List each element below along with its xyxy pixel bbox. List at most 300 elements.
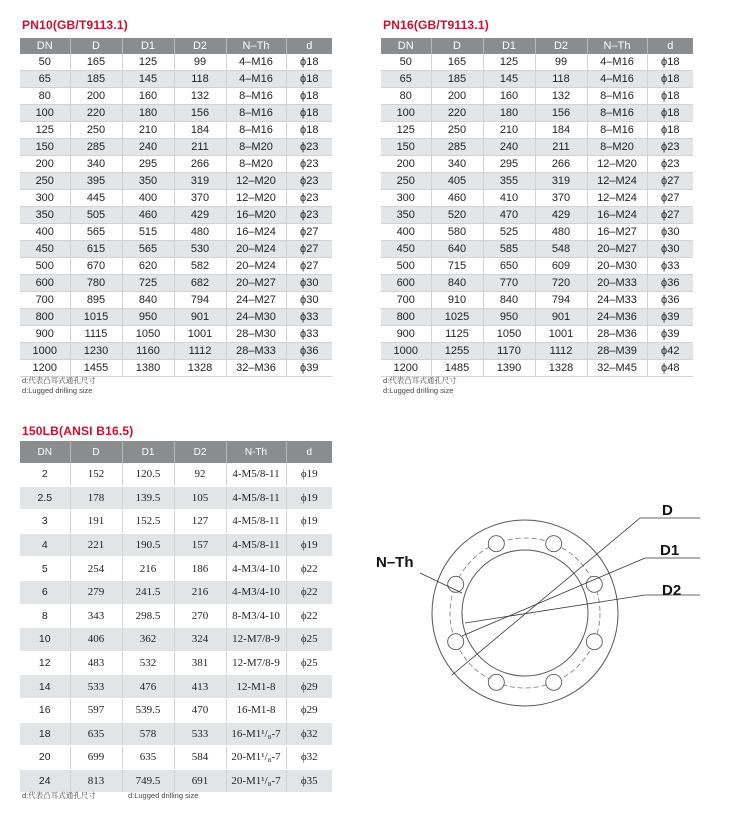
table-cell: 127: [174, 510, 226, 534]
table-cell: 4-M5/8-11: [226, 510, 286, 534]
lb150-header-cell: DN: [20, 441, 70, 463]
table-row: [20, 258, 332, 275]
table-cell: 910: [431, 292, 483, 309]
table-cell: ϕ30: [286, 275, 332, 292]
table-row: [381, 54, 693, 71]
table-cell: 152: [70, 463, 122, 486]
table-cell: 8–M16: [226, 88, 286, 105]
table-row: [20, 510, 332, 534]
table-cell: ϕ29: [286, 675, 332, 699]
table-row: [20, 71, 332, 88]
table-cell: 118: [174, 71, 226, 88]
lb150-table: [20, 441, 332, 793]
table-row: [381, 207, 693, 224]
table-cell: 539.5: [122, 698, 174, 722]
table-row: [20, 156, 332, 173]
table-cell: 699: [70, 746, 122, 770]
flange-inner-circle: [462, 550, 588, 676]
table-cell: 343: [70, 604, 122, 628]
lb150-header-cell: d: [286, 441, 332, 463]
table-cell: 150: [20, 139, 70, 156]
table-row: [20, 580, 332, 604]
table-cell: 1328: [174, 360, 226, 377]
table-cell: 28–M36: [587, 326, 647, 343]
lb150-header-cell: D2: [174, 441, 226, 463]
table-cell: 500: [381, 258, 431, 275]
table-cell: ϕ23: [647, 156, 693, 173]
table-cell: 400: [381, 224, 431, 241]
table-cell: 597: [70, 698, 122, 722]
table-cell: 813: [70, 769, 122, 793]
table-cell: 16-M1-8: [226, 698, 286, 722]
table-cell: 16–M24: [587, 207, 647, 224]
table-cell: 295: [122, 156, 174, 173]
table-cell: ϕ30: [286, 292, 332, 309]
table-cell: 1230: [70, 343, 122, 360]
table-cell: ϕ27: [286, 224, 332, 241]
table-cell: 12-M7/8-9: [226, 651, 286, 675]
table-cell: 1001: [174, 326, 226, 343]
table-cell: ϕ23: [286, 190, 332, 207]
flange-outer-circle: [432, 520, 618, 706]
table-cell: 1380: [122, 360, 174, 377]
table-cell: 266: [174, 156, 226, 173]
table-cell: 794: [535, 292, 587, 309]
table-cell: 470: [174, 698, 226, 722]
table-cell: 1025: [431, 309, 483, 326]
table-cell: ϕ27: [647, 173, 693, 190]
table-cell: 12-M7/8-9: [226, 628, 286, 652]
table-cell: 950: [483, 309, 535, 326]
table-cell: 406: [70, 628, 122, 652]
table-cell: ϕ18: [286, 105, 332, 122]
table-cell: 480: [535, 224, 587, 241]
table-cell: 470: [483, 207, 535, 224]
lb150-note: [22, 791, 322, 801]
table-cell: 132: [535, 88, 587, 105]
lb150-note-en: d:Lugged drilling size: [127, 791, 199, 800]
table-cell: 20–M27: [226, 275, 286, 292]
table-cell: 92: [174, 463, 226, 486]
table-cell: ϕ32: [286, 722, 332, 746]
table-cell: 191: [70, 510, 122, 534]
table-cell: 600: [381, 275, 431, 292]
table-cell: 211: [535, 139, 587, 156]
pn10-title: PN10(GB/T9113.1): [22, 18, 128, 32]
table-cell: 185: [431, 71, 483, 88]
table-cell: 16-M1¹/₈-7: [226, 722, 286, 746]
table-cell: 20–M33: [587, 275, 647, 292]
table-cell: 350: [20, 207, 70, 224]
pn16-header-cell: D2: [535, 38, 587, 54]
table-cell: ϕ39: [286, 360, 332, 377]
table-cell: ϕ39: [647, 309, 693, 326]
table-cell: 635: [122, 746, 174, 770]
table-cell: ϕ33: [286, 309, 332, 326]
table-cell: 156: [174, 105, 226, 122]
table-cell: 800: [381, 309, 431, 326]
table-cell: ϕ29: [286, 698, 332, 722]
table-cell: 200: [20, 156, 70, 173]
table-cell: 125: [381, 122, 431, 139]
table-cell: 840: [431, 275, 483, 292]
table-cell: 210: [483, 122, 535, 139]
table-cell: 520: [431, 207, 483, 224]
table-row: [20, 241, 332, 258]
table-cell: 565: [70, 224, 122, 241]
table-cell: 476: [122, 675, 174, 699]
table-cell: 180: [483, 105, 535, 122]
table-cell: 178: [70, 486, 122, 510]
table-cell: 65: [20, 71, 70, 88]
table-cell: 450: [381, 241, 431, 258]
table-cell: 1015: [70, 309, 122, 326]
table-cell: 220: [70, 105, 122, 122]
table-cell: 160: [122, 88, 174, 105]
table-cell: ϕ23: [286, 207, 332, 224]
table-cell: 2: [20, 463, 70, 486]
pn10-header-row: [20, 38, 332, 54]
table-cell: 152.5: [122, 510, 174, 534]
table-cell: 1455: [70, 360, 122, 377]
pn10-header-cell: D: [70, 38, 122, 54]
table-cell: 8–M20: [226, 139, 286, 156]
table-cell: 100: [20, 105, 70, 122]
table-cell: 8–M16: [587, 105, 647, 122]
table-cell: 12–M20: [226, 173, 286, 190]
table-cell: 50: [20, 54, 70, 71]
table-cell: ϕ27: [647, 207, 693, 224]
label-d: D: [662, 502, 673, 519]
table-cell: 190.5: [122, 533, 174, 557]
table-cell: 240: [122, 139, 174, 156]
table-cell: 240: [483, 139, 535, 156]
table-cell: 8–M16: [587, 122, 647, 139]
table-row: [20, 122, 332, 139]
table-cell: 445: [70, 190, 122, 207]
table-cell: 250: [431, 122, 483, 139]
table-cell: 505: [70, 207, 122, 224]
pn16-table: [381, 38, 693, 377]
table-cell: 405: [431, 173, 483, 190]
table-cell: 1328: [535, 360, 587, 377]
table-cell: 12-M1-8: [226, 675, 286, 699]
table-row: [20, 275, 332, 292]
table-cell: 4-M5/8-11: [226, 463, 286, 486]
table-cell: ϕ19: [286, 533, 332, 557]
table-cell: 132: [174, 88, 226, 105]
table-cell: 24–M33: [587, 292, 647, 309]
table-cell: 410: [483, 190, 535, 207]
table-cell: 186: [174, 557, 226, 581]
table-cell: 12: [20, 651, 70, 675]
table-cell: 105: [174, 486, 226, 510]
table-cell: 285: [70, 139, 122, 156]
table-cell: 24: [20, 769, 70, 793]
table-cell: 895: [70, 292, 122, 309]
table-cell: 725: [122, 275, 174, 292]
table-cell: 400: [122, 190, 174, 207]
table-row: [20, 292, 332, 309]
table-cell: 600: [20, 275, 70, 292]
table-row: [20, 343, 332, 360]
table-cell: 340: [70, 156, 122, 173]
table-row: [20, 173, 332, 190]
table-cell: ϕ18: [647, 105, 693, 122]
table-cell: 1115: [70, 326, 122, 343]
table-cell: ϕ23: [647, 139, 693, 156]
table-cell: 4-M5/8-11: [226, 486, 286, 510]
table-row: [20, 105, 332, 122]
pn10-header-cell: D1: [122, 38, 174, 54]
table-cell: 100: [381, 105, 431, 122]
table-row: [20, 698, 332, 722]
flange-diagram: [370, 495, 730, 725]
table-row: [20, 360, 332, 377]
table-cell: 4-M3/4-10: [226, 557, 286, 581]
table-row: [20, 309, 332, 326]
table-cell: ϕ19: [286, 510, 332, 534]
table-row: [20, 675, 332, 699]
table-cell: 532: [122, 651, 174, 675]
table-cell: 370: [535, 190, 587, 207]
table-cell: 548: [535, 241, 587, 258]
table-row: [381, 122, 693, 139]
table-cell: 500: [20, 258, 70, 275]
table-row: [20, 463, 332, 486]
pn10-header-cell: D2: [174, 38, 226, 54]
table-cell: 216: [122, 557, 174, 581]
table-cell: 2.5: [20, 486, 70, 510]
table-row: [381, 88, 693, 105]
table-row: [20, 139, 332, 156]
table-cell: 900: [381, 326, 431, 343]
table-cell: ϕ22: [286, 604, 332, 628]
table-cell: 1000: [20, 343, 70, 360]
table-cell: 20–M24: [226, 241, 286, 258]
table-cell: 279: [70, 580, 122, 604]
table-cell: ϕ23: [286, 156, 332, 173]
table-cell: 4-M3/4-10: [226, 580, 286, 604]
table-cell: 300: [20, 190, 70, 207]
table-cell: 32–M36: [226, 360, 286, 377]
table-cell: 429: [535, 207, 587, 224]
table-cell: 50: [381, 54, 431, 71]
table-cell: 483: [70, 651, 122, 675]
table-row: [381, 139, 693, 156]
table-cell: 125: [122, 54, 174, 71]
table-row: [20, 628, 332, 652]
pn16-header-row: [381, 38, 693, 54]
pn10-note-en: d:Lugged drilling size: [22, 386, 93, 395]
table-cell: 770: [483, 275, 535, 292]
lb150-header-cell: D: [70, 441, 122, 463]
table-cell: 400: [20, 224, 70, 241]
pn10-header-cell: N–Th: [226, 38, 286, 54]
table-row: [381, 105, 693, 122]
table-cell: 16: [20, 698, 70, 722]
table-cell: 565: [122, 241, 174, 258]
pn16-title: PN16(GB/T9113.1): [383, 18, 489, 32]
table-cell: 254: [70, 557, 122, 581]
table-cell: 80: [20, 88, 70, 105]
table-cell: 20–M30: [587, 258, 647, 275]
pn10-header-cell: d: [286, 38, 332, 54]
table-cell: ϕ25: [286, 651, 332, 675]
table-cell: ϕ18: [647, 71, 693, 88]
table-cell: 4–M16: [226, 54, 286, 71]
table-cell: 525: [483, 224, 535, 241]
pn10-note-cn: d:代表凸耳式通孔尺寸: [22, 376, 96, 385]
table-cell: ϕ22: [286, 557, 332, 581]
table-cell: ϕ18: [647, 88, 693, 105]
table-row: [381, 224, 693, 241]
lb150-title: 150LB(ANSI B16.5): [22, 424, 134, 438]
table-cell: 350: [122, 173, 174, 190]
table-cell: 530: [174, 241, 226, 258]
flange-bolt-circle: [450, 538, 600, 688]
table-cell: 211: [174, 139, 226, 156]
table-cell: 165: [70, 54, 122, 71]
bolt-hole: [488, 536, 504, 552]
table-row: [20, 557, 332, 581]
table-cell: 184: [174, 122, 226, 139]
table-cell: ϕ32: [286, 746, 332, 770]
table-cell: 1160: [122, 343, 174, 360]
table-cell: 720: [535, 275, 587, 292]
bolt-hole: [546, 674, 562, 690]
lb150-note-cn: d:代表凸耳式通孔尺寸: [22, 791, 96, 800]
table-cell: 460: [431, 190, 483, 207]
table-cell: 5: [20, 557, 70, 581]
table-cell: 145: [483, 71, 535, 88]
table-cell: ϕ36: [647, 292, 693, 309]
table-cell: 12–M20: [226, 190, 286, 207]
table-row: [381, 309, 693, 326]
table-cell: 749.5: [122, 769, 174, 793]
table-cell: 20–M27: [587, 241, 647, 258]
table-cell: 24–M30: [226, 309, 286, 326]
table-cell: 615: [70, 241, 122, 258]
table-row: [381, 173, 693, 190]
table-cell: 160: [483, 88, 535, 105]
table-row: [381, 241, 693, 258]
table-cell: ϕ39: [647, 326, 693, 343]
table-cell: 24–M27: [226, 292, 286, 309]
table-cell: 28–M39: [587, 343, 647, 360]
table-cell: 650: [483, 258, 535, 275]
table-cell: 99: [174, 54, 226, 71]
table-cell: 220: [431, 105, 483, 122]
table-cell: 221: [70, 533, 122, 557]
table-cell: 324: [174, 628, 226, 652]
table-cell: 125: [20, 122, 70, 139]
pn16-header-cell: D: [431, 38, 483, 54]
table-cell: 99: [535, 54, 587, 71]
table-cell: 780: [70, 275, 122, 292]
table-cell: 691: [174, 769, 226, 793]
table-cell: ϕ42: [647, 343, 693, 360]
table-cell: ϕ23: [286, 173, 332, 190]
table-cell: 157: [174, 533, 226, 557]
table-cell: 16–M27: [587, 224, 647, 241]
table-cell: ϕ18: [286, 71, 332, 88]
table-cell: 580: [431, 224, 483, 241]
table-cell: 14: [20, 675, 70, 699]
table-cell: 4: [20, 533, 70, 557]
table-cell: 216: [174, 580, 226, 604]
table-cell: 395: [70, 173, 122, 190]
table-cell: 450: [20, 241, 70, 258]
table-row: [381, 360, 693, 377]
table-cell: ϕ30: [647, 241, 693, 258]
table-row: [20, 533, 332, 557]
table-cell: 8–M20: [226, 156, 286, 173]
table-cell: ϕ18: [286, 88, 332, 105]
table-cell: 250: [381, 173, 431, 190]
table-cell: ϕ33: [286, 326, 332, 343]
table-cell: 250: [20, 173, 70, 190]
table-cell: ϕ27: [647, 190, 693, 207]
pn16-header-cell: N–Th: [587, 38, 647, 54]
table-cell: 640: [431, 241, 483, 258]
table-cell: 1000: [381, 343, 431, 360]
table-cell: 12–M24: [587, 190, 647, 207]
table-row: [20, 722, 332, 746]
table-cell: 20-M1¹/₈-7: [226, 746, 286, 770]
table-row: [381, 190, 693, 207]
pn16-header-cell: DN: [381, 38, 431, 54]
table-cell: 1050: [483, 326, 535, 343]
table-row: [20, 604, 332, 628]
bolt-hole: [488, 674, 504, 690]
table-cell: 145: [122, 71, 174, 88]
table-cell: 12–M24: [587, 173, 647, 190]
table-cell: ϕ33: [647, 258, 693, 275]
table-cell: 370: [174, 190, 226, 207]
table-cell: 20-M1¹/₈-7: [226, 769, 286, 793]
bolt-hole: [448, 634, 464, 650]
pn16-header-cell: d: [647, 38, 693, 54]
table-cell: 4–M16: [587, 54, 647, 71]
table-cell: 1200: [20, 360, 70, 377]
table-cell: 270: [174, 604, 226, 628]
table-cell: ϕ18: [647, 54, 693, 71]
label-d2: D2: [662, 582, 682, 599]
table-cell: 210: [122, 122, 174, 139]
pn16-note-en: d:Lugged drilling size: [383, 386, 454, 395]
table-cell: 80: [381, 88, 431, 105]
table-cell: 901: [535, 309, 587, 326]
table-cell: 429: [174, 207, 226, 224]
table-cell: 362: [122, 628, 174, 652]
table-cell: 950: [122, 309, 174, 326]
table-cell: 266: [535, 156, 587, 173]
table-row: [381, 275, 693, 292]
table-cell: 1255: [431, 343, 483, 360]
table-cell: 8: [20, 604, 70, 628]
table-row: [381, 343, 693, 360]
lb150-header-cell: N-Th: [226, 441, 286, 463]
table-cell: 584: [174, 746, 226, 770]
table-cell: 319: [535, 173, 587, 190]
table-cell: 700: [381, 292, 431, 309]
table-cell: 241.5: [122, 580, 174, 604]
table-cell: 609: [535, 258, 587, 275]
table-cell: 1390: [483, 360, 535, 377]
table-cell: 200: [381, 156, 431, 173]
table-cell: 1485: [431, 360, 483, 377]
